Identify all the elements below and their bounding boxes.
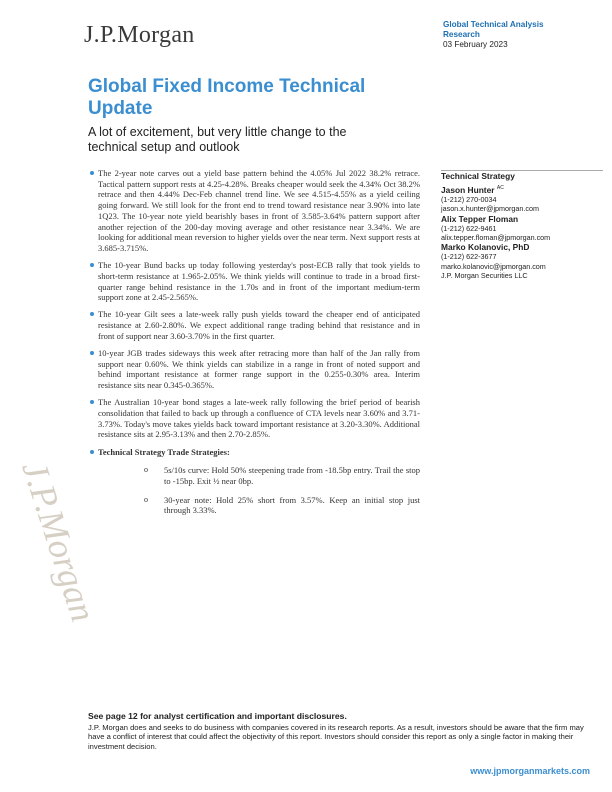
disclosure-block xyxy=(88,712,593,751)
strategy-list xyxy=(144,465,420,516)
bullet-dot xyxy=(90,351,94,355)
jpmorgan-watermark-logo xyxy=(4,456,104,680)
bullet-dot xyxy=(90,400,94,404)
disclosure-text: J.P. Morgan does and seeks to do business with companies covered in its research reports. As a result, investors should be aware that the firm may have a conflict of interest that could affect the objectivity of this report. Investors should consider this report as only a single factor in making their investment decision. xyxy=(88,722,584,751)
bullet-dot xyxy=(90,171,94,175)
analyst-cert-mark: AC xyxy=(496,185,504,192)
page-title: Global Fixed Income Technical Update xyxy=(88,76,366,119)
bullet-australia xyxy=(90,397,420,440)
bullet-trade-strategies xyxy=(90,447,420,517)
bullet-text: The 2-year note carves out a yield base pattern behind the 4.05% Jul 2022 38.2% retrace. Tactical pattern support rests at 4.25-4.28%. Breaks cheaper would seek the 4.34% Oct 38.2% retrace and then 4.44% Dec-Feb channel trend line. We see 4.515-4.55% as a yield ceiling going forward. We still look for the front end to trend toward resistance near 3.90% into late 1Q23. The 10-year note yield bearishly bases in front of 3.585-3.64% pattern support after another rejection of the 200-day moving average and other resistance near 3.34%. We are looking for additional mean reversion to higher yields over the near term. Next support rests at 3.685-3.715%. xyxy=(98,168,420,253)
bullet-text: The Australian 10-year bond stages a late-week rally following the brief period of bearish consolidation that failed to back up through a confluence of CTA levels near 3.60% and 3.71-3.73%. Today's move takes yields back toward important resistance at 3.20-3.30%. Additional resistance sits at 2.95-3.13% and then 2.70-2.85%. xyxy=(98,397,420,440)
report-date: 03 February 2023 xyxy=(443,40,508,49)
circle-bullet: o xyxy=(144,494,148,504)
circle-bullet: o xyxy=(144,465,148,475)
analyst-name: Jason Hunter xyxy=(441,185,495,195)
report-header-info xyxy=(443,20,603,50)
footer-website-link[interactable]: www.jpmorganmarkets.com xyxy=(470,766,590,776)
watermark-text: J.P.Morgan xyxy=(14,456,104,627)
bullet-gilt xyxy=(90,309,420,341)
bullet-dot xyxy=(90,450,94,454)
strategies-heading: Technical Strategy Trade Strategies: xyxy=(98,446,230,457)
report-type-line2: Research xyxy=(443,30,480,39)
analyst-name: Marko Kolanovic, PhD xyxy=(441,242,530,253)
bullet-text: The 10-year Bund backs up today following yesterday's post-ECB rally that took yields to short-term resistance at 1.965-2.05%. We think yields will continue to trade in a broad first-quarter range behind resistance in the 1.70s and in front of the important medium-term support zone at 2.45-2.565%. xyxy=(98,260,420,303)
strategy-text: 5s/10s curve: Hold 50% steepening trade from -18.5bp entry. Trail the stop to -15bp. Exit ½ near 0bp. xyxy=(164,465,420,487)
disclosure-see-page: See page 12 for analyst certification and important disclosures. xyxy=(88,711,347,721)
sidebar-heading: Technical Strategy xyxy=(441,171,515,181)
analyst-marko-kolanovic xyxy=(441,243,603,271)
analyst-phone: (1-212) 270-0034 xyxy=(441,195,497,205)
analyst-alix-tepper-floman xyxy=(441,215,603,243)
legal-entity: J.P. Morgan Securities LLC xyxy=(441,270,528,280)
analyst-email[interactable]: marko.kolanovic@jpmorgan.com xyxy=(441,261,546,271)
strategy-text: 30-year note: Hold 25% short from 3.57%. Keep an initial stop just through 3.33%. xyxy=(164,494,420,516)
analyst-email[interactable]: jason.x.hunter@jpmorgan.com xyxy=(441,204,539,214)
analyst-phone: (1-212) 622-3677 xyxy=(441,252,497,262)
bullet-jgb xyxy=(90,348,420,391)
analyst-email[interactable]: alix.tepper.floman@jpmorgan.com xyxy=(441,233,551,243)
analyst-jason-hunter xyxy=(441,184,603,213)
analyst-phone: (1-212) 622-9461 xyxy=(441,223,497,233)
bullet-dot xyxy=(90,312,94,316)
bullet-text: The 10-year Gilt sees a late-week rally push yields toward the cheaper end of anticipated resistance at 2.60-2.80%. We expect additional range trading behind that resistance and in front of support near 3.60-3.70% in the first quarter. xyxy=(98,309,420,341)
bullet-us-treasuries xyxy=(90,168,420,254)
strategy-item-curve xyxy=(144,465,420,486)
bullet-dot xyxy=(90,263,94,267)
analyst-name: Alix Tepper Floman xyxy=(441,213,519,224)
page-subtitle: A lot of excitement, but very little change to the technical setup and outlook xyxy=(88,125,347,154)
bullet-bund xyxy=(90,260,420,303)
report-body xyxy=(90,168,420,524)
jpmorgan-logo: J.P.Morgan xyxy=(84,22,195,48)
strategy-item-30yr xyxy=(144,495,420,516)
bullet-text: 10-year JGB trades sideways this week after retracing more than half of the Jan rally from support near 0.60%. We think yields can stabilize in a range in front of noted support and behind important resistance at former range support in the 0.255-0.30% area. Interim resistance sits near 0.345-0.365%. xyxy=(98,348,420,391)
analyst-sidebar xyxy=(441,172,603,280)
report-type-line1: Global Technical Analysis xyxy=(443,20,544,29)
